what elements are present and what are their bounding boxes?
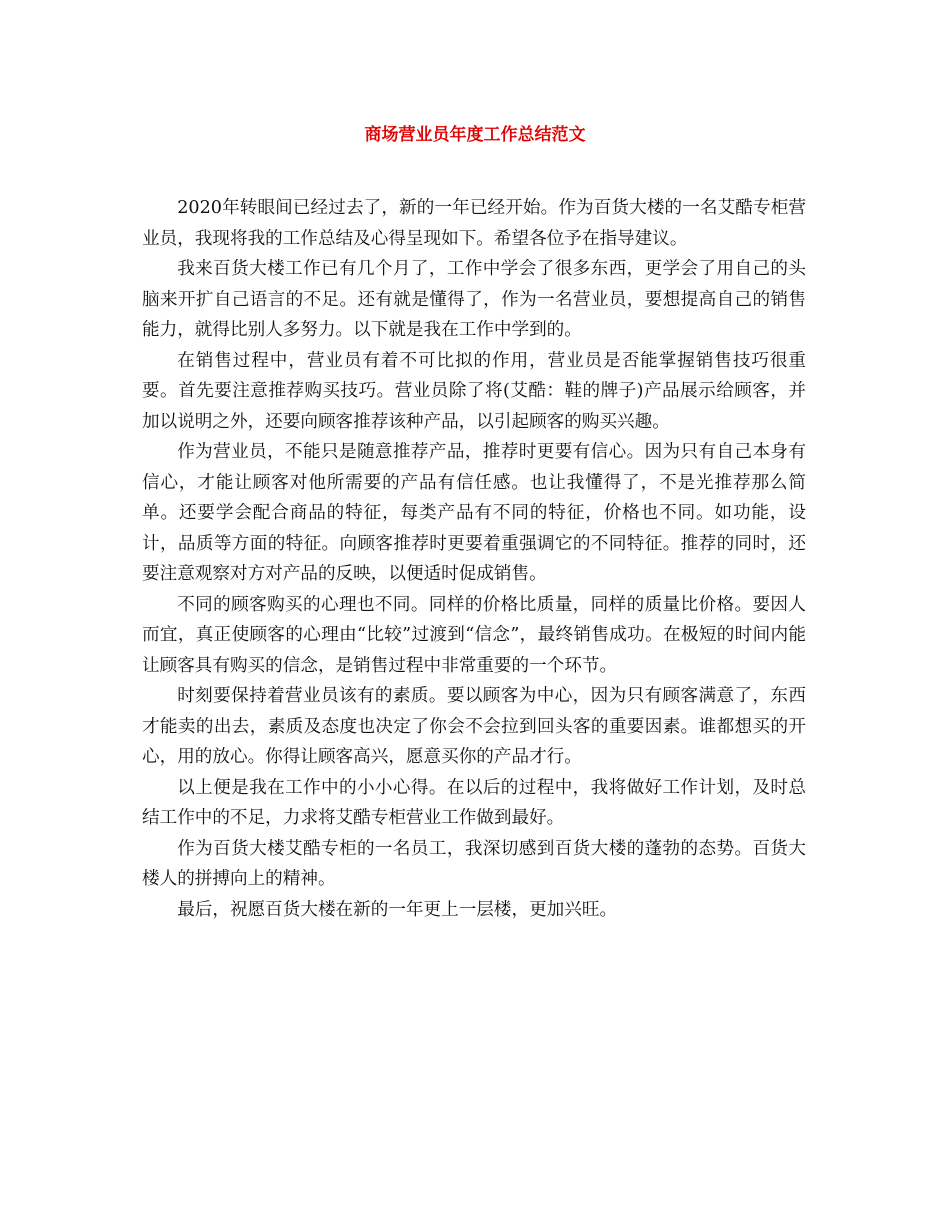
document-body: [142, 193, 806, 925]
paragraph-6: 时刻要保持着营业员该有的素质。要以顾客为中心，因为只有顾客满意了，东西才能卖的出去，素质及态度也决定了你会不会拉到回头客的重要因素。谁都想买的开心，用的放心。你得让顾客高兴，愿意买你的产品才行。: [142, 686, 806, 767]
paragraph-5: 不同的顾客购买的心理也不同。同样的价格比质量，同样的质量比价格。要因人而宜，真正使顾客的心理由“比较”过渡到“信念”，最终销售成功。在极短的时间内能让顾客具有购买的信念，是销售过程中非常重要的一个环节。: [142, 594, 806, 676]
paragraph-2: 我来百货大楼工作已有几个月了，工作中学会了很多东西，更学会了用自己的头脑来开扩自己语言的不足。还有就是懂得了，作为一名营业员，要想提高自己的销售能力，就得比别人多努力。以下就是我在工作中学到的。: [142, 259, 806, 340]
paragraph-1: 2020年转眼间已经过去了，新的一年已经开始。作为百货大楼的一名艾酷专柜营业员，我现将我的工作总结及心得呈现如下。希望各位予在指导建议。: [142, 198, 806, 249]
paragraph-4: 作为营业员，不能只是随意推荐产品，推荐时更要有信心。因为只有自己本身有信心，才能让顾客对他所需要的产品有信任感。也让我懂得了，不是光推荐那么简单。还要学会配合商品的特征，每类产品有不同的特征，价格也不同。如功能，设计，品质等方面的特征。向顾客推荐时更要着重强调它的不同特征。推荐的同时，还要注意观察对方对产品的反映，以便适时促成销售。: [142, 442, 806, 584]
paragraph-7: 以上便是我在工作中的小小心得。在以后的过程中，我将做好工作计划，及时总结工作中的不足，力求将艾酷专柜营业工作做到最好。: [142, 777, 806, 828]
paragraph-8: 作为百货大楼艾酷专柜的一名员工，我深切感到百货大楼的蓬勃的态势。百货大楼人的拼搏向上的精神。: [142, 838, 806, 889]
paragraph-3: 在销售过程中，营业员有着不可比拟的作用，营业员是否能掌握销售技巧很重要。首先要注意推荐购买技巧。营业员除了将(艾酷：鞋的牌子)产品展示给顾客，并加以说明之外，还要向顾客推荐该种产品，以引起顾客的购买兴趣。: [142, 350, 806, 432]
paragraph-9: 最后，祝愿百货大楼在新的一年更上一层楼，更加兴旺。: [177, 899, 618, 920]
document-title: 商场营业员年度工作总结范文: [364, 125, 586, 145]
